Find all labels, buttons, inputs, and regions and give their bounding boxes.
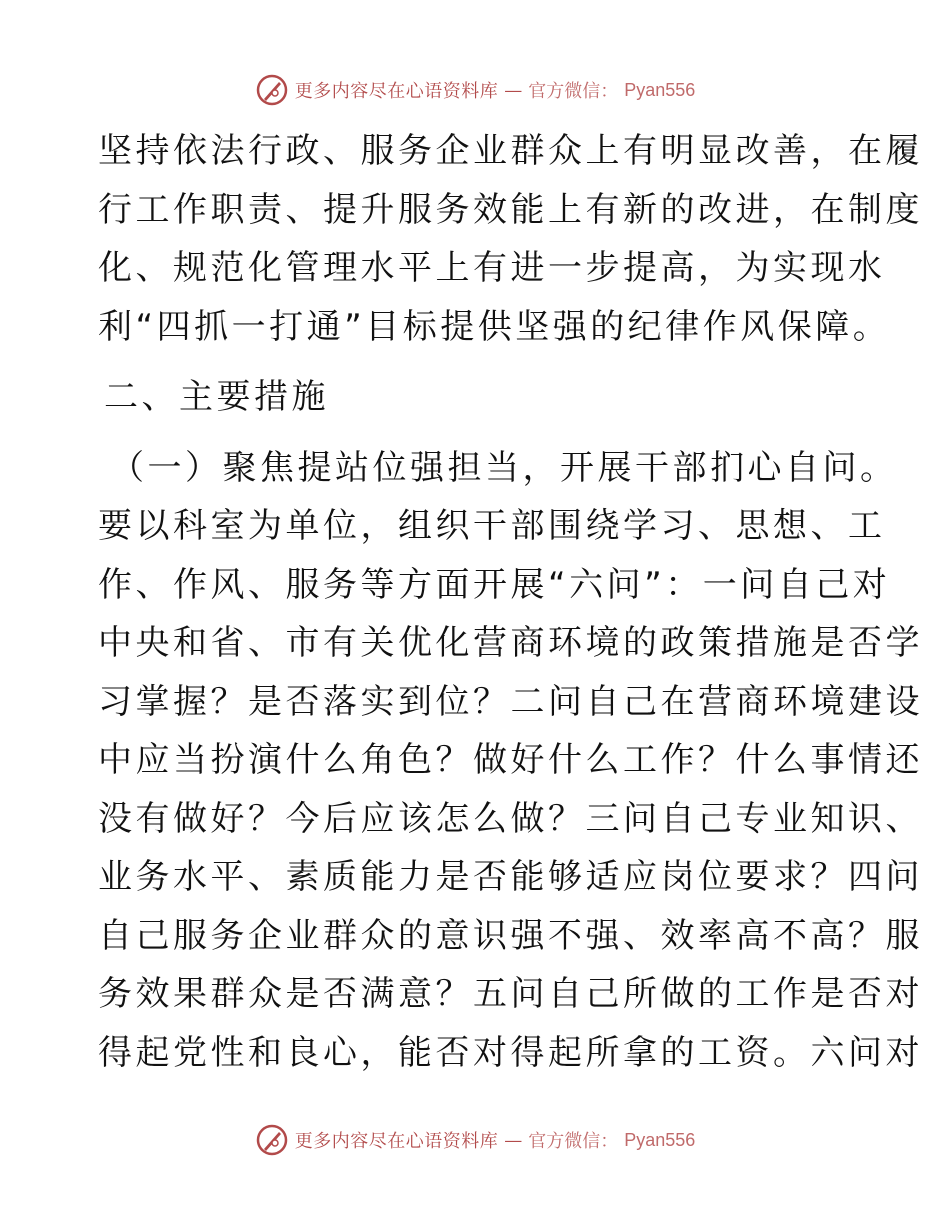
quill-logo-icon: [255, 73, 289, 107]
body-line: 务效果群众是否满意？五问自己所做的工作是否对: [98, 974, 923, 1014]
wechat-id: Pyan556: [624, 1129, 696, 1150]
document-body: [98, 122, 923, 1082]
body-line: 作、作风、服务等方面开展“六问”：一问自己对: [98, 564, 891, 605]
promo-separator: —: [504, 1129, 523, 1151]
wechat-label: 官方微信：: [528, 81, 619, 102]
promo-separator: —: [504, 79, 523, 101]
body-line: 习掌握？是否落实到位？二问自己在营商环境建设: [98, 681, 923, 722]
promo-text: 更多内容尽在心语资料库: [294, 81, 499, 102]
wechat-id: Pyan556: [624, 79, 696, 100]
quill-logo-icon: [255, 1123, 289, 1157]
body-line: 化、规范化管理水平上有进一步提高，为实现水: [98, 248, 886, 288]
footer-banner: [0, 1120, 950, 1160]
body-line: 自己服务企业群众的意识强不强、效率高不高？服: [98, 915, 923, 956]
promo-text: 更多内容尽在心语资料库: [294, 1131, 499, 1152]
wechat-label: 官方微信：: [528, 1131, 619, 1152]
section-heading: 二、主要措施: [104, 377, 329, 417]
body-line: 没有做好？今后应该怎么做？三问自己专业知识、: [98, 798, 923, 839]
body-line: 中央和省、市有关优化营商环境的政策措施是否学: [98, 623, 923, 663]
body-line: 利“四抓一打通”目标提供坚强的纪律作风保障。: [98, 306, 891, 347]
body-line: 行工作职责、提升服务效能上有新的改进，在制度: [98, 189, 923, 230]
subsection-heading: （一）聚焦提站位强担当，开展干部扪心自问。: [110, 447, 898, 488]
body-line: 业务水平、素质能力是否能够适应岗位要求？四问: [98, 857, 923, 897]
body-line: 要以科室为单位，组织干部围绕学习、思想、工: [98, 506, 886, 546]
header-banner: [0, 70, 950, 110]
body-line: 坚持依法行政、服务企业群众上有明显改善，在履: [98, 131, 923, 171]
body-line: 得起党性和良心，能否对得起所拿的工资。六问对: [98, 1032, 923, 1073]
body-line: 中应当扮演什么角色？做好什么工作？什么事情还: [98, 740, 923, 780]
